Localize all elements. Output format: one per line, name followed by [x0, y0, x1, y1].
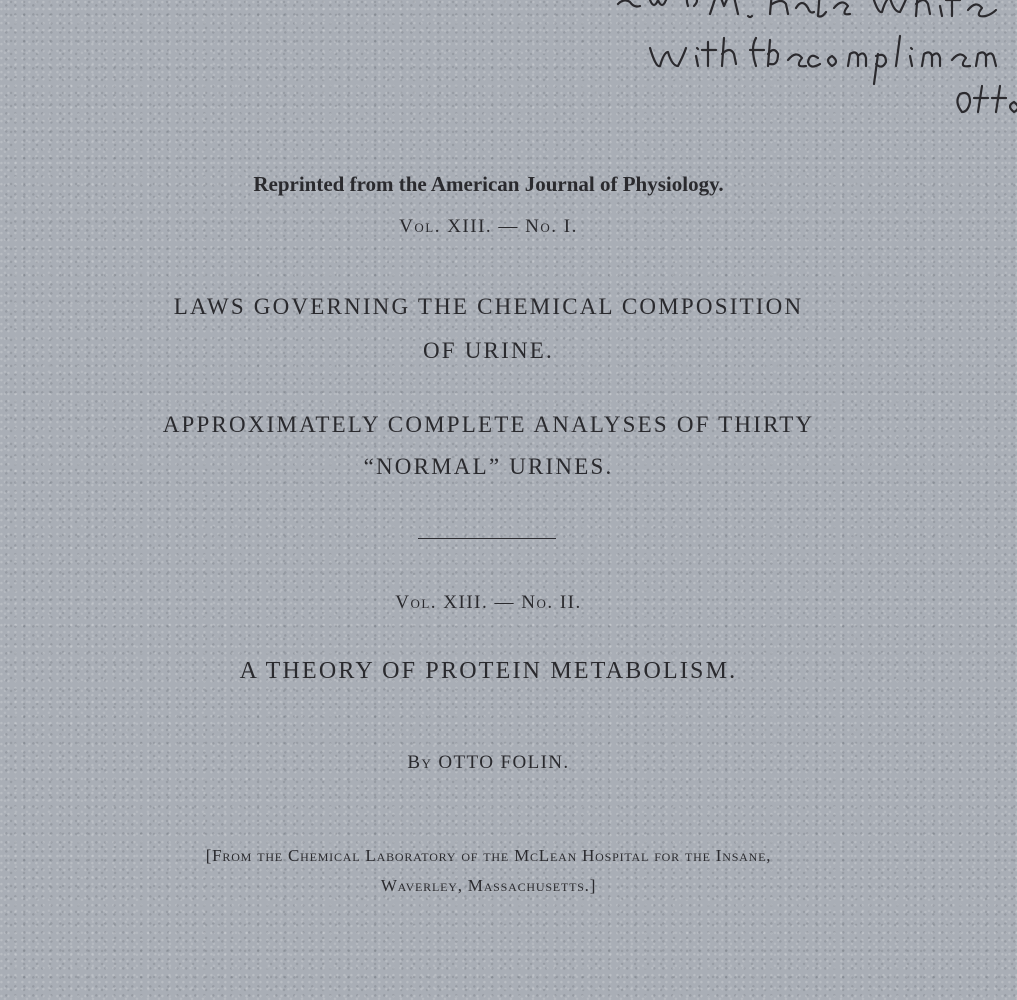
article-title-1-line-2: OF URINE. — [423, 338, 554, 363]
inscription-signature-drawing — [610, 0, 1017, 156]
reprint-notice: Reprinted from the American Journal of Physiology. — [253, 172, 724, 196]
affiliation-line-2: Waverley, Massachusetts.] — [380, 876, 597, 895]
handwritten-inscription — [610, 0, 1017, 156]
article-title-2-line-1: APPROXIMATELY COMPLETE ANALYSES OF THIRTY — [162, 412, 815, 437]
article-title-1-line-1: LAWS GOVERNING THE CHEMICAL COMPOSITION — [173, 294, 804, 319]
volume-number-2: Vol. XIII. — No. II. — [395, 592, 582, 613]
article-title-3: A THEORY OF PROTEIN METABOLISM. — [239, 658, 738, 684]
article-title-2-line-2: “NORMAL” URINES. — [363, 454, 614, 479]
section-divider — [418, 538, 556, 539]
affiliation-line-1: [From the Chemical Laboratory of the McLean Hospital for the Insane, — [205, 846, 772, 865]
author-byline: By OTTO FOLIN. — [407, 752, 570, 773]
volume-number-1: Vol. XIII. — No. I. — [399, 216, 578, 237]
